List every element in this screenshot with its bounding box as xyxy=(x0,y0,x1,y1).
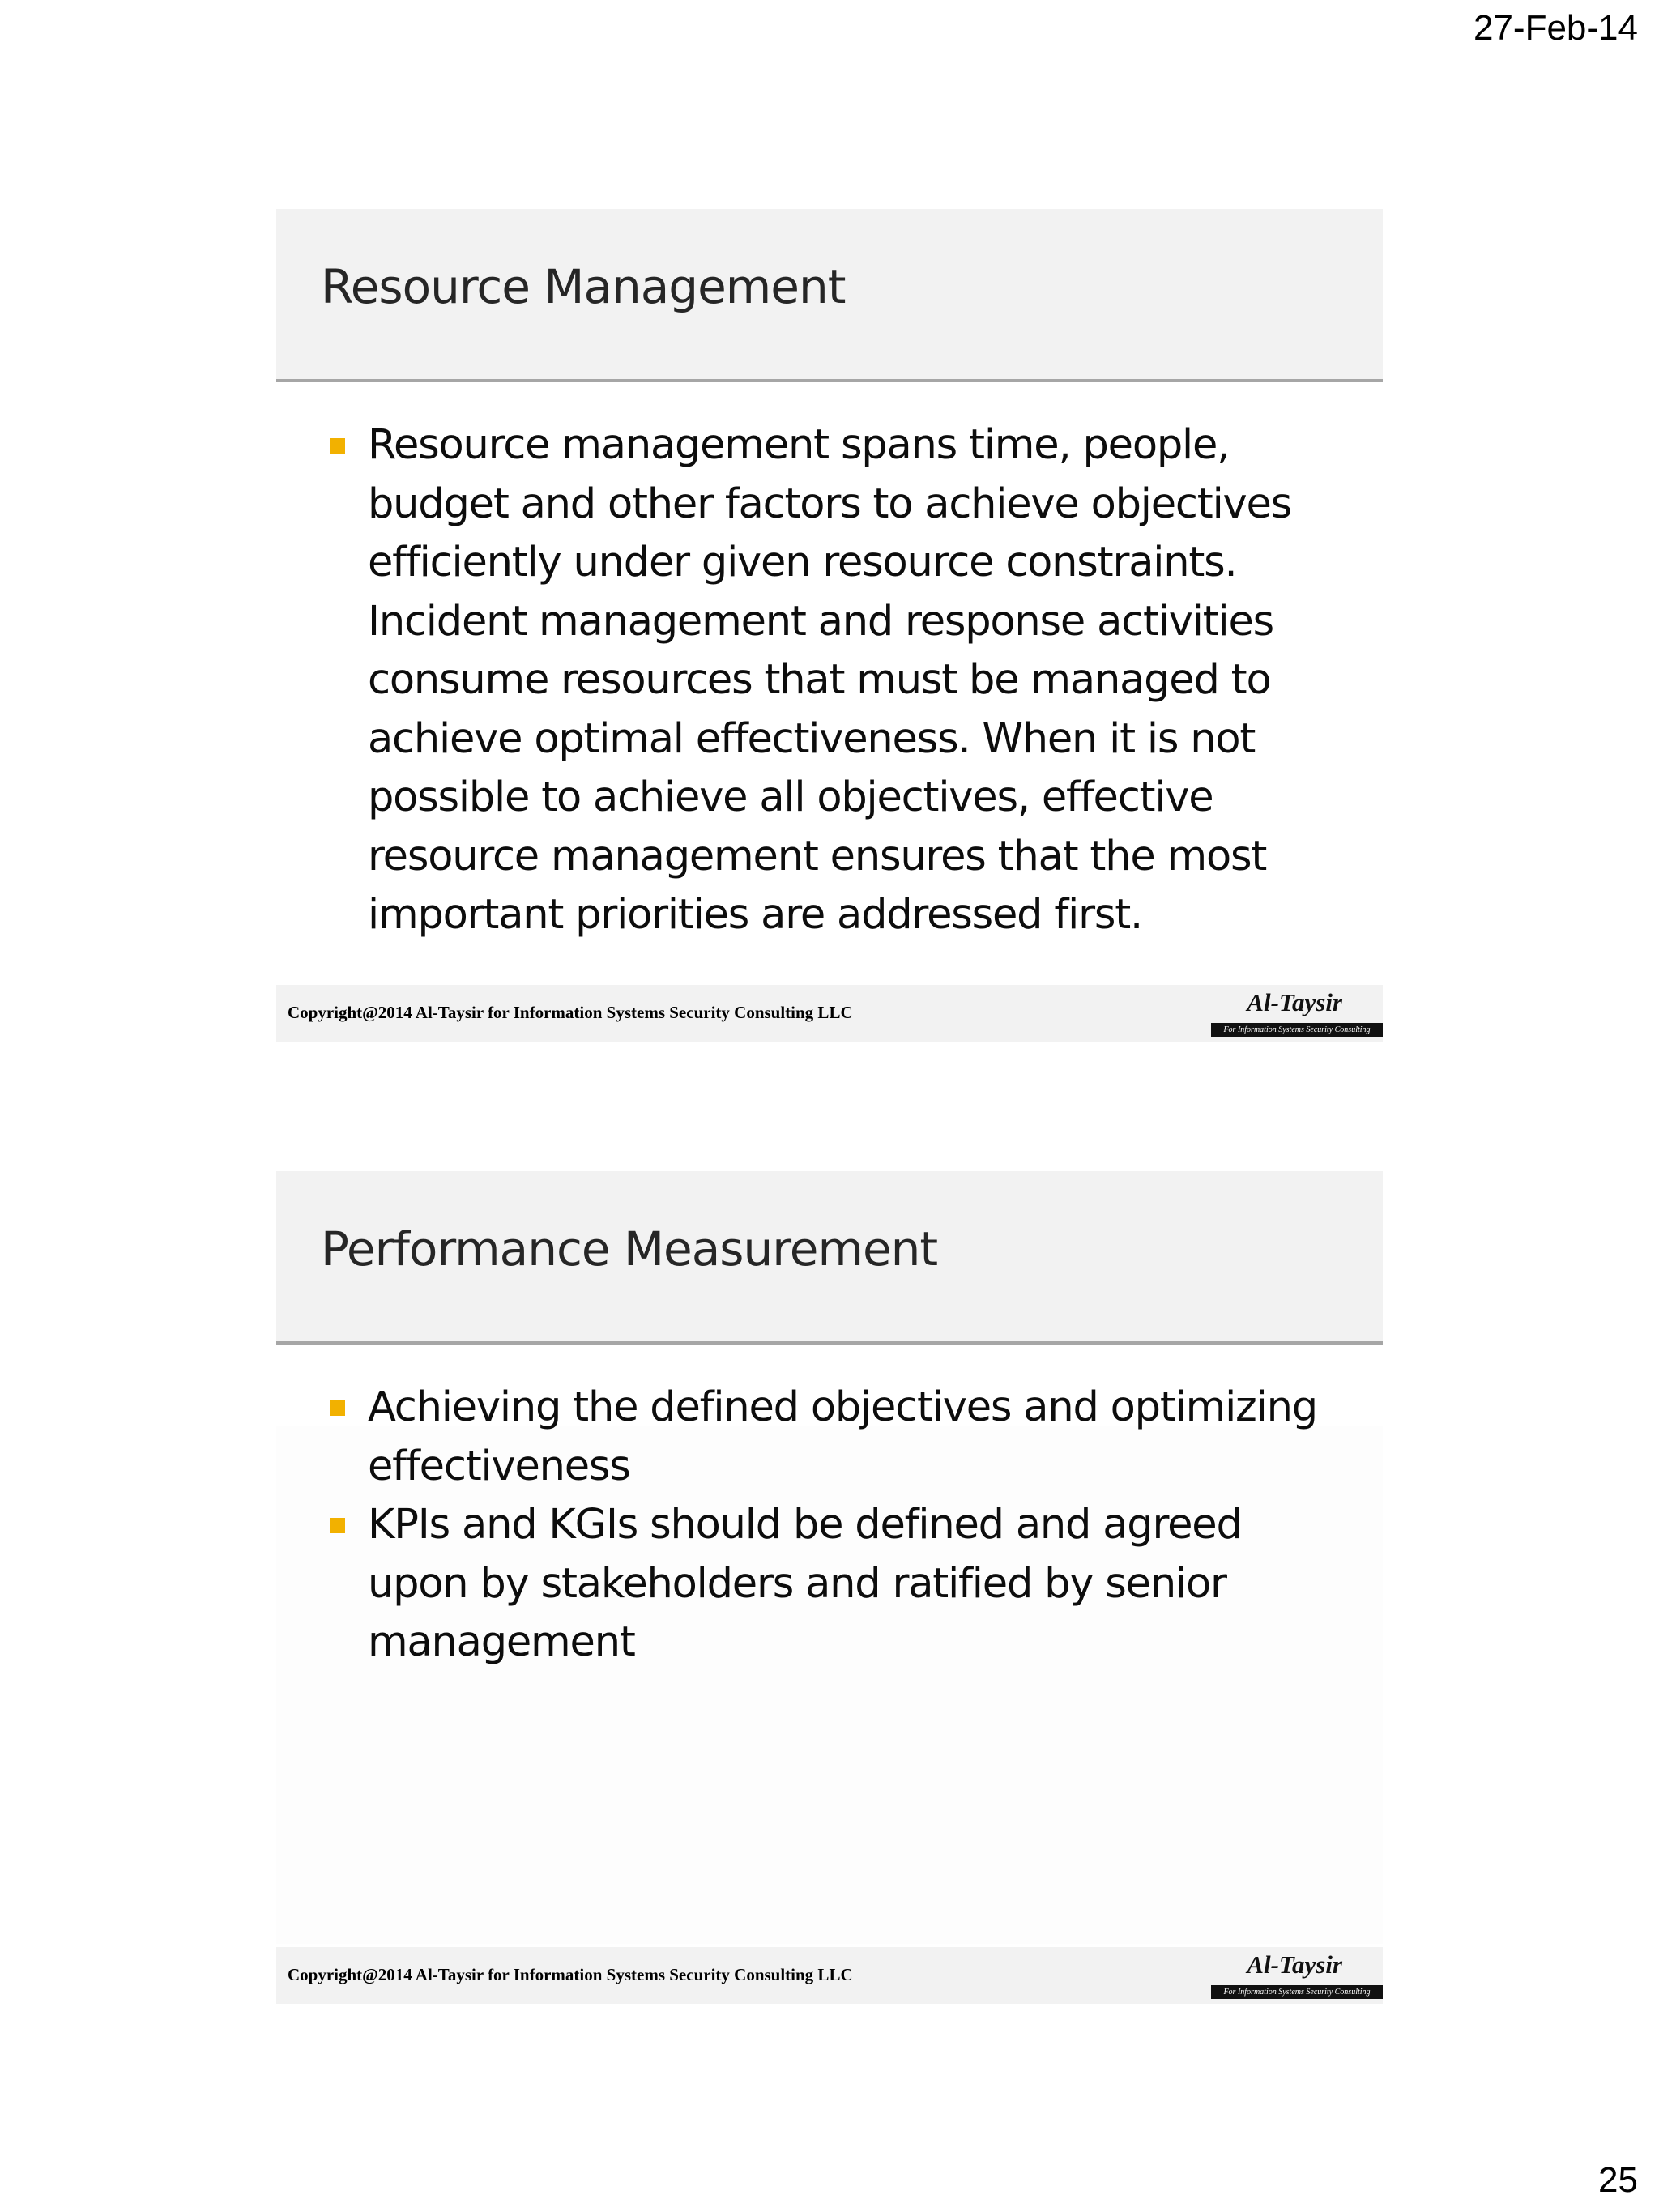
logo-name: Al-Taysir xyxy=(1247,988,1342,1016)
bullet-item xyxy=(330,416,1350,945)
bullet-list xyxy=(330,1379,1350,1673)
slide-title: Resource Management xyxy=(321,259,846,314)
logo-tagline: For Information Systems Security Consulting xyxy=(1211,1985,1383,1999)
slide-header xyxy=(276,209,1383,382)
bullet-text: Achieving the defined objectives and optimizing effectiveness xyxy=(368,1383,1317,1490)
slide-title: Performance Measurement xyxy=(321,1221,938,1276)
company-logo xyxy=(1211,985,1383,1038)
slide-resource-management xyxy=(276,209,1383,1042)
bullet-text: KPIs and KGIs should be defined and agreed upon by stakeholders and ratified by senior management xyxy=(368,1501,1242,1666)
square-bullet-icon xyxy=(330,1518,345,1533)
slide-footer xyxy=(276,985,1383,1042)
slide-header xyxy=(276,1171,1383,1345)
slide-footer xyxy=(276,1947,1383,2004)
bullet-list xyxy=(330,416,1350,945)
company-logo xyxy=(1211,1947,1383,2001)
copyright-text: Copyright@2014 Al-Taysir for Information Systems Security Consulting LLC xyxy=(288,1965,853,1984)
square-bullet-icon xyxy=(330,438,345,454)
page-number: 25 xyxy=(1598,2160,1638,2200)
bullet-text: Resource management spans time, people, budget and other factors to achieve objectives efficiently under given resource constraints. Incident management and response activities consume resources that must be managed to achieve optimal effectiveness. When it is not possible to achieve all objectives, effective resource management ensures that the most important priorities are addressed first. xyxy=(368,421,1292,939)
bullet-item xyxy=(330,1379,1350,1496)
logo-tagline: For Information Systems Security Consulting xyxy=(1211,1023,1383,1037)
slide-body xyxy=(276,1345,1383,1944)
slide-body xyxy=(276,382,1383,982)
bullet-item xyxy=(330,1496,1350,1673)
logo-name: Al-Taysir xyxy=(1247,1950,1342,1979)
square-bullet-icon xyxy=(330,1400,345,1416)
slide-performance-measurement xyxy=(276,1171,1383,2004)
page-date: 27-Feb-14 xyxy=(1473,8,1638,48)
copyright-text: Copyright@2014 Al-Taysir for Information Systems Security Consulting LLC xyxy=(288,1003,853,1022)
